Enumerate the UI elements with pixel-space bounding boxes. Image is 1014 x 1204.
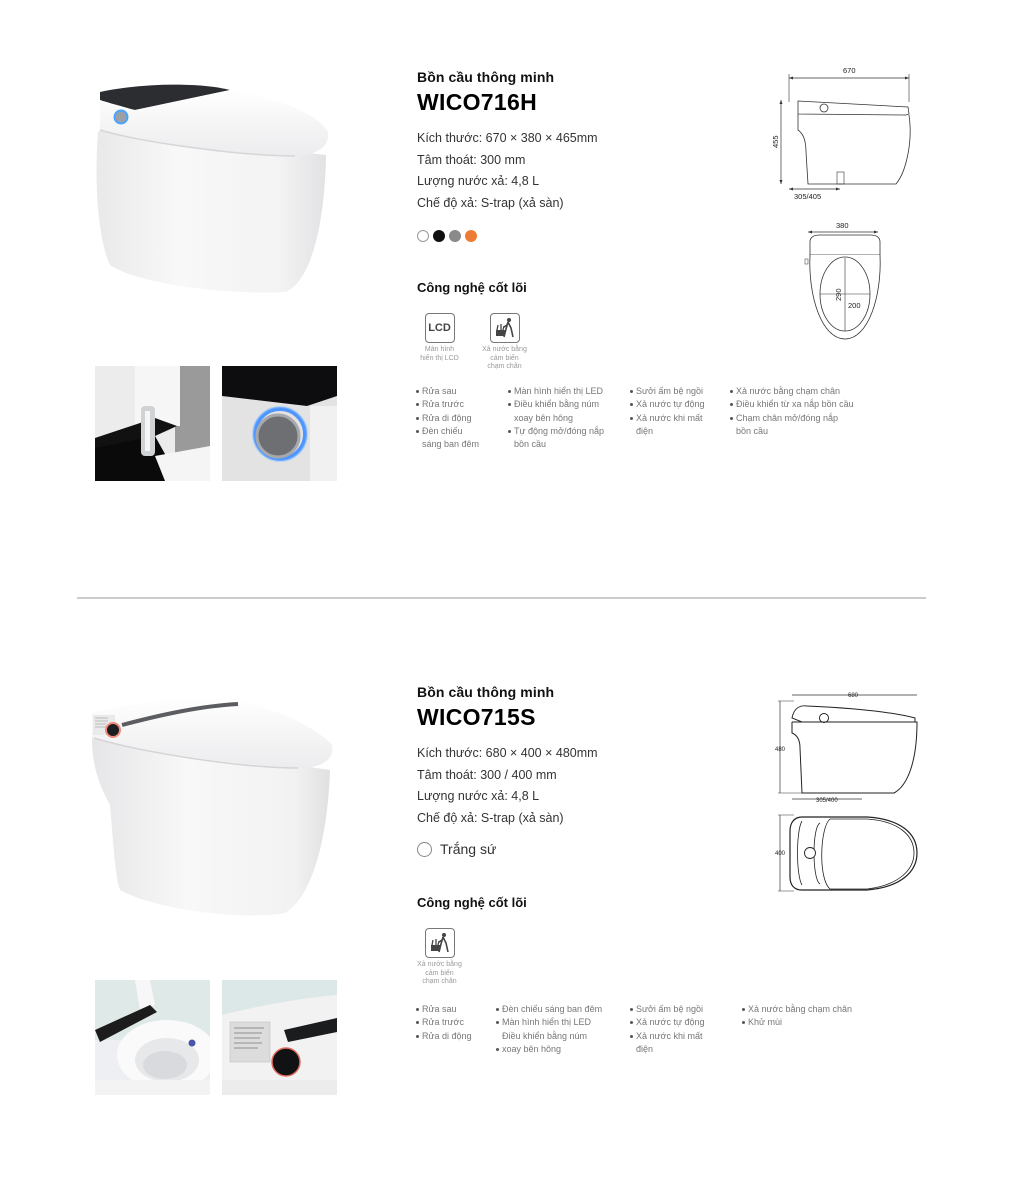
product-main-photo[interactable] bbox=[80, 680, 350, 930]
tech-label: Màn hình hiển thị LCD bbox=[420, 346, 459, 362]
color-swatch-orange[interactable] bbox=[465, 230, 477, 242]
color-option-white-porcelain[interactable] bbox=[417, 841, 757, 857]
feature-item-continuation: sáng ban đêm bbox=[422, 439, 480, 450]
feature-item: Xả nước bằng chạm chân bbox=[742, 1003, 874, 1016]
feature-item: Màn hình hiển thị LED bbox=[508, 385, 622, 398]
color-option-label: Trắng sứ bbox=[440, 841, 497, 857]
feature-item-continuation: điện bbox=[636, 425, 654, 436]
feature-item: Rửa di động bbox=[416, 412, 500, 425]
core-technology-icons bbox=[412, 313, 532, 372]
core-technology-title: Công nghệ cốt lõi bbox=[417, 280, 527, 295]
feature-item: Điều khiển bằng núm bbox=[502, 1030, 588, 1041]
dim-width: 680 bbox=[848, 693, 859, 699]
product-wico716h bbox=[0, 0, 1014, 560]
feature-item: Điều khiển bằng núm bbox=[508, 398, 622, 411]
spec-dimensions: Kích thước: 680 × 400 × 480mm bbox=[417, 746, 598, 760]
control-panel-detail-image-icon bbox=[222, 980, 337, 1095]
product-thumbnail-control-panel[interactable] bbox=[222, 980, 337, 1095]
spec-flush-mode: Chế độ xả: S-trap (xả sàn) bbox=[417, 810, 564, 825]
feature-item: Xả nước tự động bbox=[630, 1016, 734, 1029]
feature-item-continuation: điện bbox=[636, 1043, 654, 1054]
feature-list bbox=[416, 1003, 882, 1056]
radio-button[interactable] bbox=[417, 842, 432, 857]
feature-column bbox=[508, 385, 630, 451]
color-swatch-white[interactable] bbox=[417, 230, 429, 242]
side-view-diagram bbox=[772, 688, 922, 818]
dim-width: 400 bbox=[775, 851, 786, 857]
hinge-detail-image-icon bbox=[95, 366, 210, 481]
feature-list bbox=[416, 385, 880, 451]
top-view-diagram bbox=[772, 811, 922, 901]
dim-width: 380 bbox=[836, 221, 849, 230]
spec-list bbox=[417, 743, 757, 829]
feature-item: Đèn chiếu sáng ban đêm bbox=[496, 1003, 622, 1016]
feature-item: Sưởi ấm bệ ngồi bbox=[630, 385, 722, 398]
feature-item: Xả nước khi mất bbox=[630, 1030, 734, 1043]
feature-item: Xả nước bằng chạm chân bbox=[730, 385, 872, 398]
feature-item: Xả nước khi mất bbox=[630, 412, 722, 425]
product-thumbnail-hinge[interactable] bbox=[95, 366, 210, 481]
product-wico715s bbox=[0, 615, 1014, 1175]
color-swatches bbox=[417, 230, 757, 242]
dim-width: 670 bbox=[843, 66, 856, 75]
feature-column bbox=[496, 1003, 630, 1056]
lcd-icon: LCD bbox=[425, 313, 455, 343]
feature-item-continuation: bồn cầu bbox=[514, 439, 547, 450]
product-main-photo[interactable] bbox=[80, 60, 350, 310]
feature-item: Rửa trước bbox=[416, 1016, 488, 1029]
color-swatch-gray[interactable] bbox=[449, 230, 461, 242]
feature-item: Rửa sau bbox=[416, 1003, 488, 1016]
tech-foot-sensor-flush bbox=[477, 313, 532, 372]
product-model: WICO715S bbox=[417, 704, 536, 730]
feature-item: Tự động mở/đóng nắp bbox=[508, 425, 622, 438]
product-info bbox=[417, 683, 757, 857]
feature-item: Rửa di động bbox=[416, 1030, 488, 1043]
feature-item: Sưởi ấm bệ ngồi bbox=[630, 1003, 734, 1016]
feature-item-continuation: xoay bên hông bbox=[514, 412, 574, 423]
toilet-image-icon bbox=[80, 680, 350, 930]
dim-inner-width: 200 bbox=[848, 301, 861, 310]
core-technology-icons bbox=[412, 928, 467, 987]
tech-lcd bbox=[412, 313, 467, 372]
product-info bbox=[417, 68, 757, 242]
spec-drain-center: Tâm thoát: 300 / 400 mm bbox=[417, 767, 557, 782]
feature-item: Đèn chiếu bbox=[416, 425, 500, 438]
tech-label: Xả nước bằng cảm biến chạm chân bbox=[482, 346, 527, 370]
dim-outlet: 305/405 bbox=[794, 192, 822, 201]
spec-drain-center: Tâm thoát: 300 mm bbox=[417, 152, 526, 167]
foot-sensor-flush-icon bbox=[490, 313, 520, 343]
feature-item-continuation: bồn cầu bbox=[736, 425, 769, 436]
product-thumbnail-knob[interactable] bbox=[222, 366, 337, 481]
product-category: Bồn cầu thông minh bbox=[417, 684, 555, 700]
product-thumbnail-seat[interactable] bbox=[95, 980, 210, 1095]
core-technology-title: Công nghệ cốt lõi bbox=[417, 895, 527, 910]
feature-item-continuation: xoay bên hông bbox=[496, 1043, 622, 1056]
dim-height: 455 bbox=[771, 135, 780, 148]
tech-foot-sensor-flush bbox=[412, 928, 467, 987]
feature-column bbox=[416, 385, 508, 451]
feature-column bbox=[742, 1003, 882, 1056]
side-view-diagram bbox=[768, 62, 928, 207]
feature-item: Khử mùi bbox=[742, 1016, 874, 1029]
feature-column bbox=[416, 1003, 496, 1056]
product-category: Bồn cầu thông minh bbox=[417, 69, 555, 85]
feature-item: Rửa sau bbox=[416, 385, 500, 398]
product-model: WICO716H bbox=[417, 89, 537, 115]
feature-item: Rửa trước bbox=[416, 398, 500, 411]
dim-inner-length: 290 bbox=[834, 288, 843, 301]
dim-height: 480 bbox=[775, 747, 786, 753]
feature-item: Điều khiển từ xa nắp bồn cầu bbox=[730, 398, 872, 411]
toilet-image-icon bbox=[80, 60, 350, 310]
dim-outlet: 305/400 bbox=[816, 798, 838, 804]
color-swatch-black[interactable] bbox=[433, 230, 445, 242]
top-view-diagram bbox=[800, 217, 890, 352]
section-divider bbox=[77, 597, 926, 599]
tech-label: Xả nước bằng cảm biến chạm chân bbox=[417, 961, 462, 985]
feature-column bbox=[630, 1003, 742, 1056]
spec-list bbox=[417, 128, 757, 214]
feature-column bbox=[730, 385, 880, 451]
spec-dimensions: Kích thước: 670 × 380 × 465mm bbox=[417, 131, 598, 145]
foot-sensor-flush-icon bbox=[425, 928, 455, 958]
feature-item: Xả nước tự động bbox=[630, 398, 722, 411]
feature-column bbox=[630, 385, 730, 451]
spec-flush-volume: Lượng nước xả: 4,8 L bbox=[417, 174, 540, 188]
seat-detail-image-icon bbox=[95, 980, 210, 1095]
spec-flush-mode: Chế độ xả: S-trap (xả sàn) bbox=[417, 195, 564, 210]
knob-detail-image-icon bbox=[222, 366, 337, 481]
feature-item: Chạm chân mở/đóng nắp bbox=[730, 412, 872, 425]
spec-flush-volume: Lượng nước xả: 4,8 L bbox=[417, 789, 540, 803]
feature-item: Màn hình hiển thị LED bbox=[496, 1016, 622, 1029]
